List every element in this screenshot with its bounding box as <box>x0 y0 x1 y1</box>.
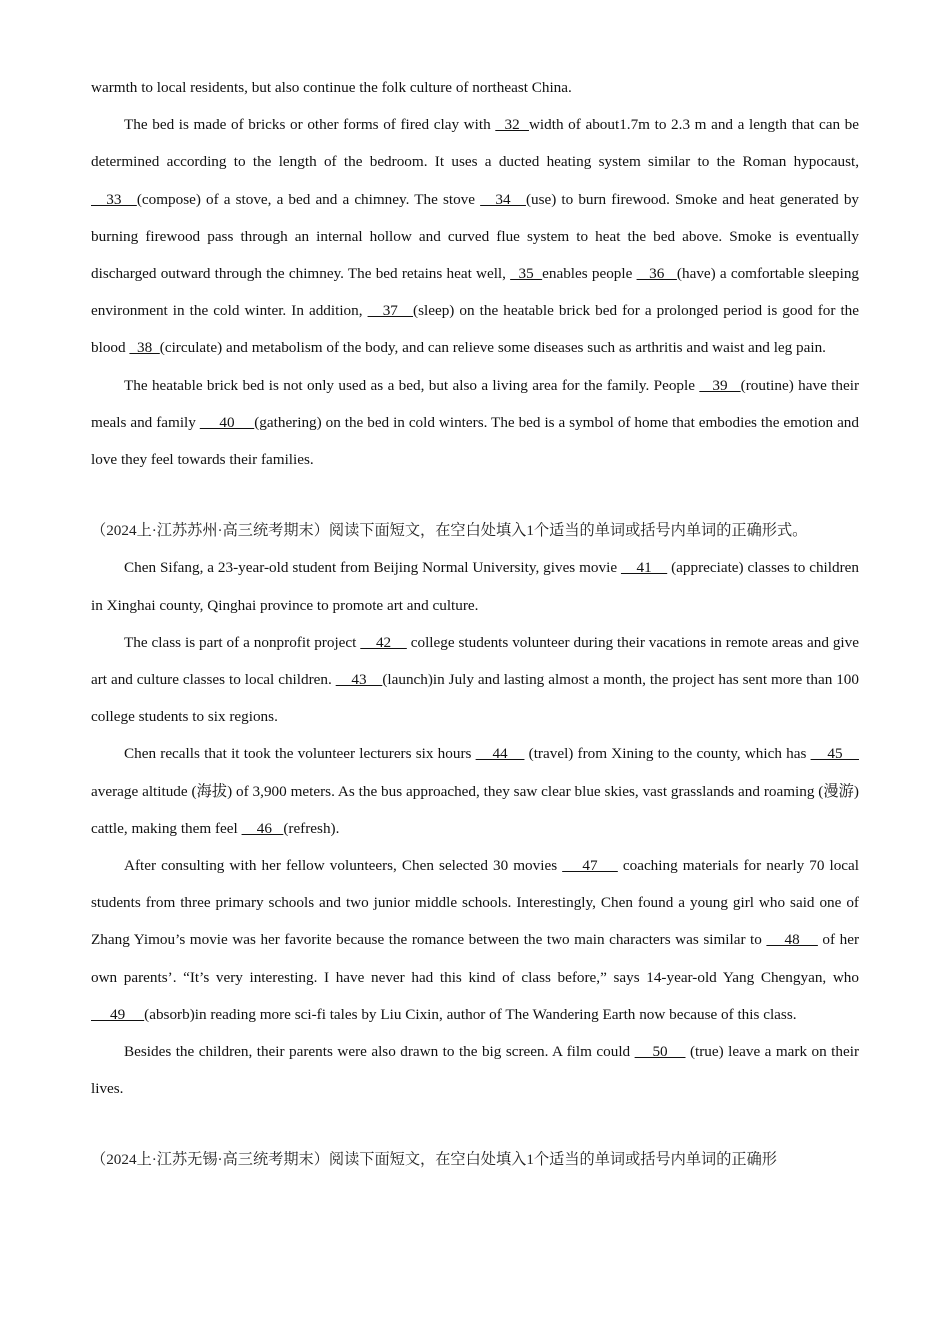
text-run: Chen recalls that it took the volunteer lecturers six hours <box>124 745 476 763</box>
text-run: Besides the children, their parents were also drawn to the big screen. A film could <box>124 1043 635 1061</box>
exercise-instructions: （2024上·江苏苏州·高三统考期末）阅读下面短文，在空白处填入1个适当的单词或括号内单词的正确形式。 <box>91 522 808 540</box>
paragraph <box>91 106 859 366</box>
text-run: (absorb)in reading more sci-fi tales by Liu Cixin, author of The Wandering Earth now because of this class. <box>144 1005 797 1023</box>
paragraph <box>91 549 859 623</box>
text-run: (sleep) on the heatable brick bed for a prolonged period is good for the blood <box>91 302 860 357</box>
text-run: The class is part of a nonprofit project <box>124 633 361 651</box>
document-page <box>91 69 859 1179</box>
answer-blank: 37 <box>367 302 414 320</box>
text-run: college students volunteer during their vacations in remote areas and give art and culture classes to local children. <box>91 633 859 689</box>
text-run: warmth to local residents, but also continue the folk culture of northeast China. <box>91 79 572 96</box>
exercise-instructions: （2024上·江苏无锡·高三统考期末）阅读下面短文，在空白处填入1个适当的单词或括号内单词的正确形 <box>91 1151 777 1169</box>
text-run: Chen Sifang, a 23-year-old student from Beijing Normal University, gives movie <box>124 559 621 577</box>
paragraph <box>91 1033 859 1107</box>
answer-blank: 34 <box>480 190 526 208</box>
answer-blank: 40 <box>199 413 255 431</box>
answer-blank: 50 <box>634 1043 686 1061</box>
paragraph <box>91 847 859 1033</box>
answer-blank: 32 <box>495 116 529 134</box>
answer-blank: 41 <box>620 559 668 577</box>
answer-blank: 33 <box>91 190 137 208</box>
text-run: (refresh). <box>283 819 340 837</box>
text-run: (use) to burn firewood. Smoke and heat generated by burning firewood pass through an internal hollow and curved flue system to heat the bed above. Smoke is eventually discharged outward through the chimney. The bed retains heat well, <box>91 190 860 283</box>
answer-blank: 38 <box>129 339 160 357</box>
section-gap <box>91 478 859 512</box>
answer-blank: 49 <box>91 1005 145 1023</box>
text-run: of her own parents’. “It’s very interesting. I have never had this kind of class before,” says 14-year-old Yang Chengyan, who <box>91 931 860 986</box>
answer-blank: 48 <box>766 931 818 949</box>
answer-blank: 36 <box>636 265 677 283</box>
text-run: enables people <box>542 265 637 283</box>
paragraph <box>91 735 859 847</box>
text-run: The bed is made of bricks or other forms of fired clay with <box>124 116 496 134</box>
text-run: (circulate) and metabolism of the body, and can relieve some diseases such as arthritis and waist and leg pain. <box>159 339 826 357</box>
answer-blank: 35 <box>510 265 543 283</box>
answer-blank: 44 <box>475 745 525 763</box>
text-run: The heatable brick bed is not only used as a bed, but also a living area for the family. People <box>124 376 700 394</box>
section-gap <box>91 1107 859 1141</box>
text-run: width of about1.7m to 2.3 m and a length that can be determined according to the length of the bedroom. It uses a ducted heating system similar to the Roman hypocaust, <box>91 116 859 171</box>
text-run: (routine) have their meals and family <box>91 376 860 431</box>
text-run: (gathering) on the bed in cold winters. The bed is a symbol of home that embodies the emotion and love they feel towards their families. <box>91 413 859 469</box>
text-run: After consulting with her fellow volunteers, Chen selected 30 movies <box>124 857 563 875</box>
answer-blank: 42 <box>360 633 407 651</box>
answer-blank: 46 <box>241 819 284 837</box>
text-run: (launch)in July and lasting almost a month, the project has sent more than 100 college students to six regions. <box>91 671 859 726</box>
paragraph <box>91 69 859 106</box>
text-run: (travel) from Xining to the county, which has <box>524 745 811 763</box>
text-run: coaching materials for nearly 70 local students from three primary schools and two junior middle schools. Interestingly, Chen found a young girl who said one of Zhang Yimou’s movie was her favorite because the romance between the two main characters was similar to <box>91 857 859 949</box>
answer-blank: 43 <box>335 671 383 689</box>
text-run: (appreciate) classes to children in Xinghai county, Qinghai province to promote art and culture. <box>91 559 859 614</box>
answer-blank: 39 <box>699 376 741 394</box>
text-run: (true) leave a mark on their lives. <box>91 1043 860 1098</box>
text-run: (compose) of a stove, a bed and a chimney. The stove <box>136 190 481 208</box>
text-run: (have) a comfortable sleeping environment in the cold winter. In addition, <box>91 265 860 320</box>
answer-blank: 47 <box>562 857 618 875</box>
paragraph <box>91 624 859 736</box>
answer-blank: 45 <box>810 745 859 763</box>
text-run: average altitude (海拔) of 3,900 meters. As the bus approached, they saw clear blue skies, vast grasslands and roaming (漫游) cattle, making them feel <box>91 782 859 837</box>
paragraph <box>91 367 859 479</box>
